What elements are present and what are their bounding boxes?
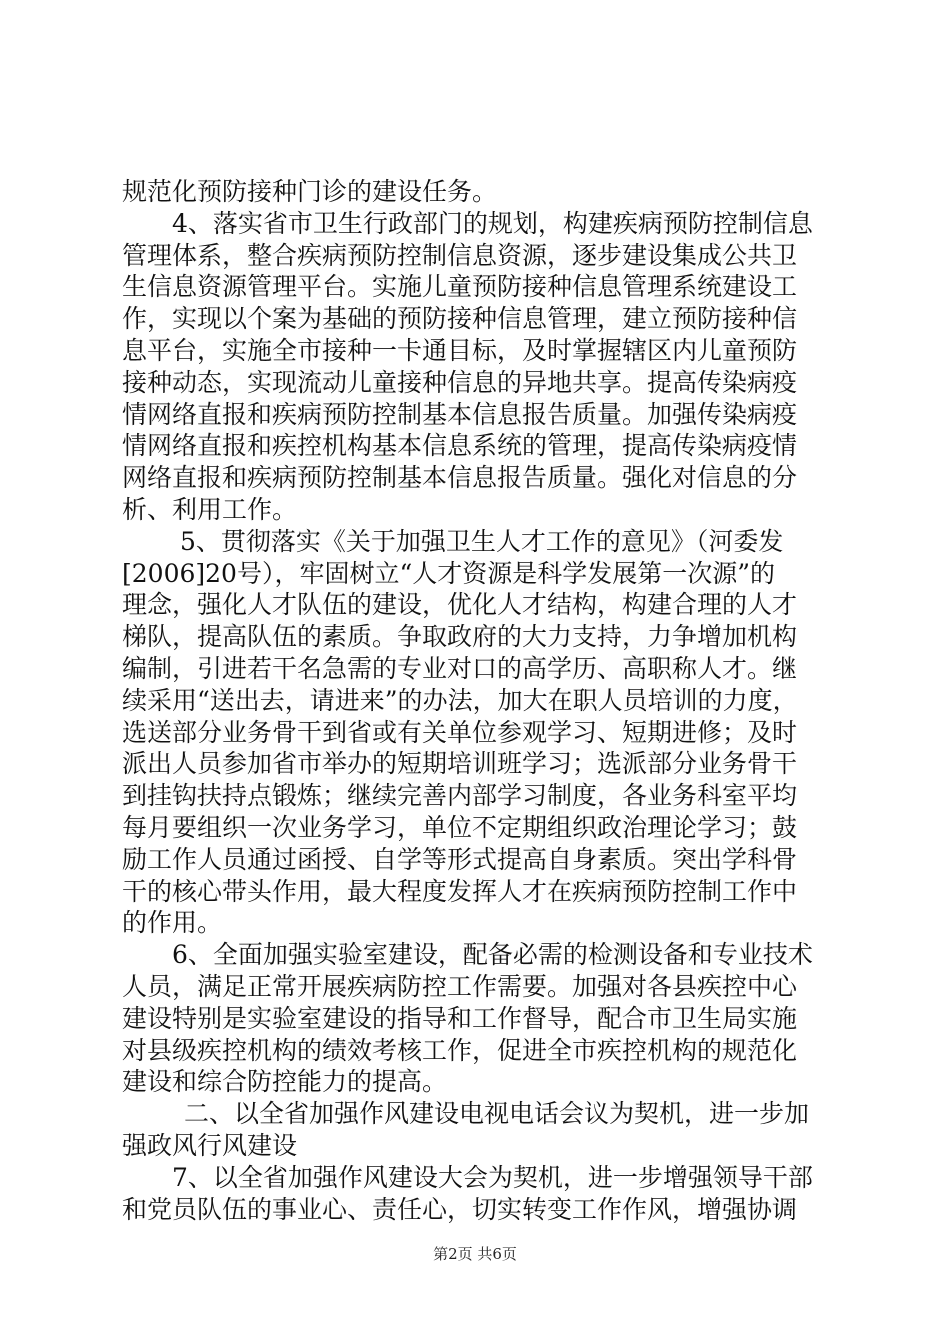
text-line: 情网络直报和疾病预防控制基本信息报告质量。加强传染病疫 xyxy=(122,399,798,429)
section-heading-2-cont: 强政风行风建设 xyxy=(122,1130,298,1160)
section-heading-2: 二、以全省加强作风建设电视电话会议为契机，进一步加 xyxy=(184,1099,810,1129)
text-line: 理念，强化人才队伍的建设，优化人才结构，构建合理的人才 xyxy=(122,590,798,620)
text-line: 选送部分业务骨干到省或有关单位参观学习、短期进修；及时 xyxy=(122,717,798,747)
text-line: [2006]20号），牢固树立“人才资源是科学发展第一次源”的 xyxy=(122,558,776,588)
paragraph-5-start: 5、贯彻落实《关于加强卫生人才工作的意见》（河委发 xyxy=(180,526,784,556)
text-line: 管理体系，整合疾病预防控制信息资源，逐步建设集成公共卫 xyxy=(122,240,798,270)
paragraph-4-start: 4、落实省市卫生行政部门的规划，构建疾病预防控制信息 xyxy=(172,208,813,238)
text-line: 析、利用工作。 xyxy=(122,494,298,524)
paragraph-6-start: 6、全面加强实验室建设，配备必需的检测设备和专业技术 xyxy=(172,940,813,970)
text-line: 到挂钩扶持点锻炼；继续完善内部学习制度，各业务科室平均 xyxy=(122,781,798,811)
text-line: 和党员队伍的事业心、责任心，切实转变工作作风，增强协调 xyxy=(122,1194,798,1224)
text-line: 生信息资源管理平台。实施儿童预防接种信息管理系统建设工 xyxy=(122,272,798,302)
text-line: 作，实现以个案为基础的预防接种信息管理，建立预防接种信 xyxy=(122,304,798,334)
text-line: 网络直报和疾病预防控制基本信息报告质量。强化对信息的分 xyxy=(122,463,798,493)
text-line: 规范化预防接种门诊的建设任务。 xyxy=(122,177,498,206)
text-line: 干的核心带头作用，最大程度发挥人才在疾病预防控制工作中 xyxy=(122,876,798,906)
text-line: 梯队，提高队伍的素质。争取政府的大力支持，力争增加机构 xyxy=(122,622,798,652)
text-line: 编制，引进若干名急需的专业对口的高学历、高职称人才。继 xyxy=(122,653,798,683)
text-line: 人员，满足正常开展疾病防控工作需要。加强对各县疾控中心 xyxy=(122,971,798,1001)
text-line: 息平台，实施全市接种一卡通目标，及时掌握辖区内儿童预防 xyxy=(122,335,798,365)
document-body xyxy=(122,176,834,1225)
page-number-footer: 第2页 共6页 xyxy=(433,1245,517,1263)
text-line: 对县级疾控机构的绩效考核工作，促进全市疾控机构的规范化 xyxy=(122,1035,798,1065)
text-line: 的作用。 xyxy=(122,908,223,938)
text-line: 情网络直报和疾控机构基本信息系统的管理，提高传染病疫情 xyxy=(122,431,798,461)
paragraph-7-start: 7、以全省加强作风建设大会为契机，进一步增强领导干部 xyxy=(172,1162,813,1192)
text-line: 建设和综合防控能力的提高。 xyxy=(122,1067,448,1097)
text-line: 建设特别是实验室建设的指导和工作督导，配合市卫生局实施 xyxy=(122,1003,798,1033)
text-line: 励工作人员通过函授、自学等形式提高自身素质。突出学科骨 xyxy=(122,844,798,874)
text-line: 每月要组织一次业务学习，单位不定期组织政治理论学习；鼓 xyxy=(122,812,798,842)
text-line: 续采用“送出去，请进来”的办法，加大在职人员培训的力度， xyxy=(122,685,798,715)
text-line: 派出人员参加省市举办的短期培训班学习；选派部分业务骨干 xyxy=(122,749,798,779)
text-line: 接种动态，实现流动儿童接种信息的异地共享。提高传染病疫 xyxy=(122,367,798,397)
